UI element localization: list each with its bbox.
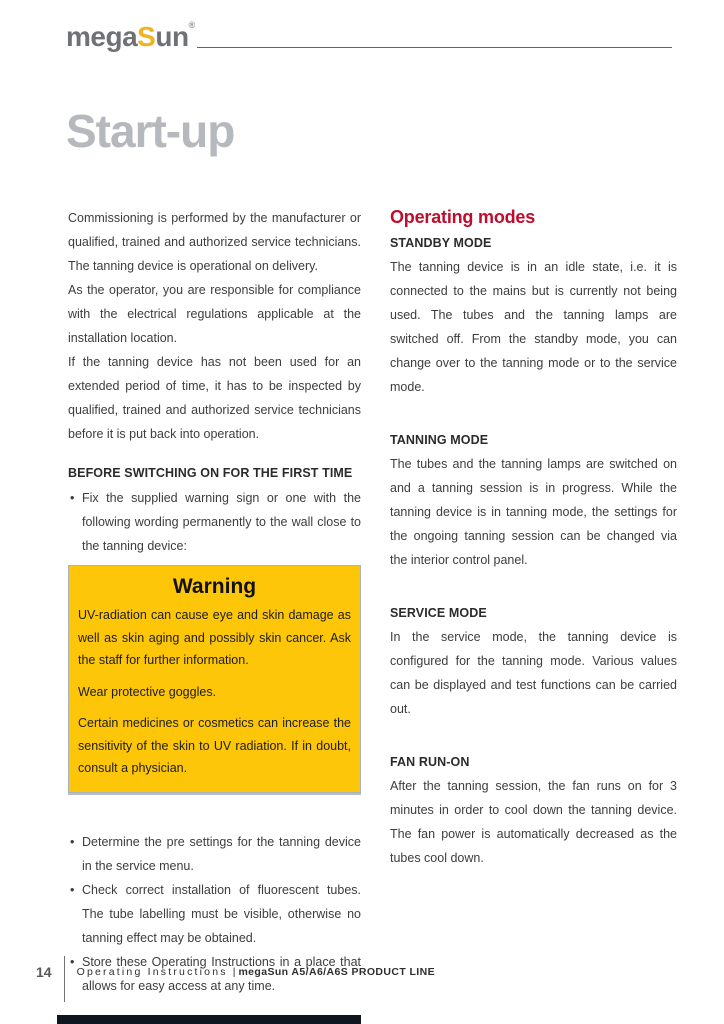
mode-title: TANNING MODE <box>390 433 489 447</box>
list-item: • Store these Operating Instructions in a place that allows for easy access at any time. <box>68 950 361 998</box>
mode-section-service <box>390 601 677 721</box>
right-column <box>390 206 677 870</box>
logo-text-s: S <box>137 21 156 52</box>
page-footer <box>36 956 435 1002</box>
page-number: 14 <box>36 964 52 980</box>
megasun-logo <box>66 20 195 52</box>
logo-text-mega: mega <box>66 21 138 52</box>
intro-paragraph: As the operator, you are responsible for compliance with the electrical regulations applicable at the installation location. <box>68 283 361 345</box>
page-title: Start-up <box>66 105 235 157</box>
intro-paragraph: Commissioning is performed by the manufacturer or qualified, trained and authorized service technicians. The tanning device is operational on delivery. <box>68 211 361 273</box>
mode-section-tanning <box>390 428 677 572</box>
list-item: • Fix the supplied warning sign or one with the following wording permanently to the wall close to the tanning device: <box>68 486 361 558</box>
registered-trademark-icon: ® <box>188 20 195 30</box>
footer-divider <box>64 956 65 1002</box>
warning-sign-box <box>68 565 361 793</box>
before-switching-heading: BEFORE SWITCHING ON FOR THE FIRST TIME <box>68 466 353 480</box>
logo-text-un: un <box>155 21 189 52</box>
warning-paragraph: Wear protective goggles. <box>78 684 217 699</box>
page-header <box>66 20 672 52</box>
footer-product-line: megaSun A5/A6/A6S PRODUCT LINE <box>238 966 435 978</box>
mode-title: SERVICE MODE <box>390 606 487 620</box>
left-column <box>68 206 361 998</box>
before-bullet-list <box>68 486 361 558</box>
mode-body: After the tanning session, the fan runs on for 3 minutes in order to cool down the tanning device. The fan power is automatically decreased as the tubes cool down. <box>390 779 677 865</box>
footer-label: Operating Instructions <box>76 966 228 978</box>
footer-separator: | <box>232 966 236 978</box>
warning-paragraph: UV-radiation can cause eye and skin damage as well as skin aging and possibly skin cancer. Ask the staff for further information. <box>78 608 351 667</box>
mode-section-fan-run-on <box>390 750 677 870</box>
operating-modes-heading: Operating modes <box>390 207 536 227</box>
mode-body: The tubes and the tanning lamps are switched on and a tanning session is in progress. While the tanning device is in tanning mode, the settings for the ongoing tanning session can be changed via the interior control panel. <box>390 457 677 567</box>
mode-title: FAN RUN-ON <box>390 755 470 769</box>
mode-title: STANDBY MODE <box>390 236 492 250</box>
mode-body: In the service mode, the tanning device is configured for the tanning mode. Various values can be displayed and test functions can be carried out. <box>390 630 677 716</box>
mode-body: The tanning device is in an idle state, i.e. it is connected to the mains but is currently not being used. The tubes and the tanning lamps are switched off. From the standby mode, you can change over to the tanning mode or to the service mode. <box>390 260 677 394</box>
list-item: • Determine the pre settings for the tanning device in the service menu. <box>68 830 361 878</box>
footer-text <box>77 962 435 982</box>
page-bottom-edge-bar <box>57 1015 361 1024</box>
warning-paragraph: Certain medicines or cosmetics can increase the sensitivity of the skin to UV radiation. If in doubt, consult a physician. <box>78 716 351 775</box>
mode-section-standby <box>390 231 677 399</box>
header-rule <box>197 47 672 48</box>
intro-paragraph: If the tanning device has not been used for an extended period of time, it has to be inspected by qualified, trained and authorized service technicians before it is put back into operation. <box>68 355 361 441</box>
list-item: • Check correct installation of fluorescent tubes. The tube labelling must be visible, otherwise no tanning effect may be obtained. <box>68 878 361 950</box>
warning-title: Warning <box>172 575 257 598</box>
